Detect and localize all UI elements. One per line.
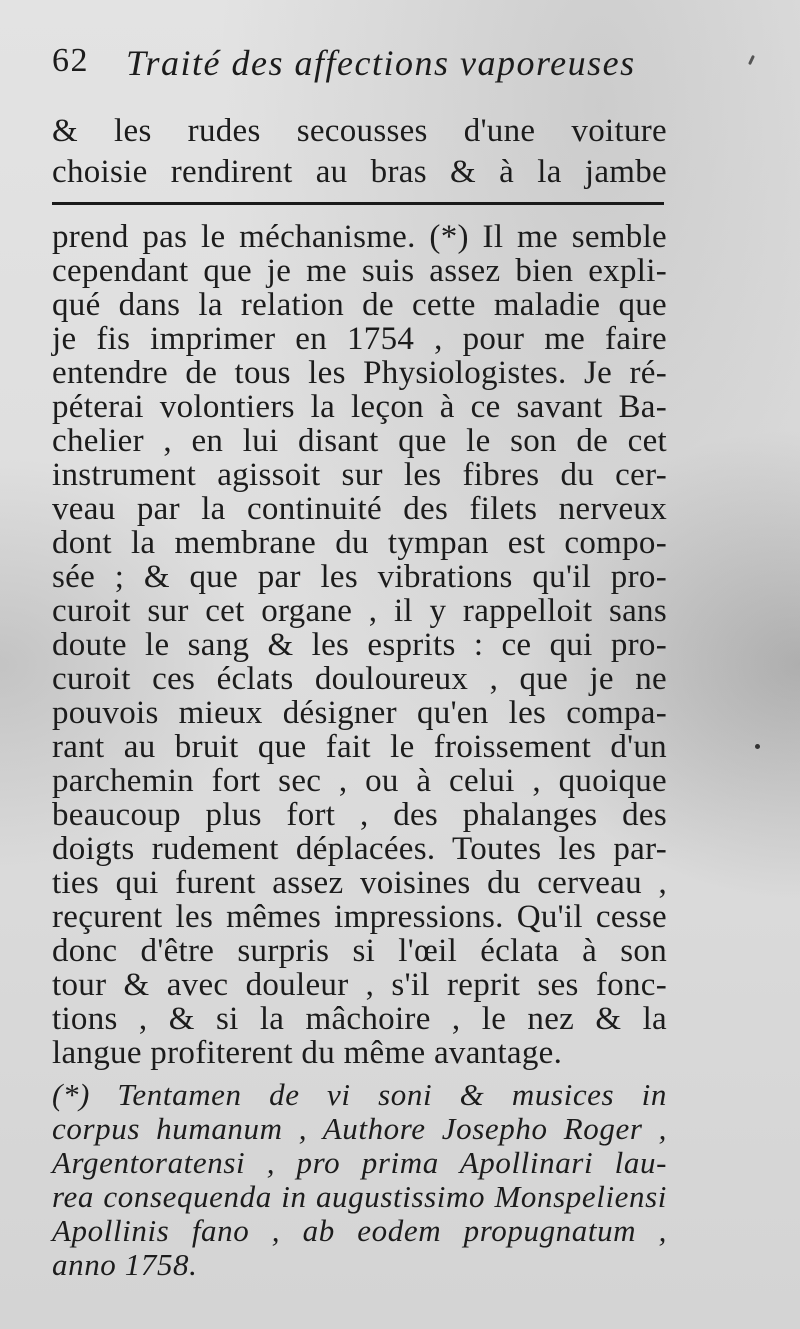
text-line: sée ; & que par les vibrations qu'il pro- [52, 559, 667, 595]
text-line: rant au bruit que fait le froissement d'un [52, 729, 667, 765]
text-line: chelier , en lui disant que le son de cet [52, 423, 667, 459]
text-line: tions , & si la mâchoire , le nez & la [52, 1001, 667, 1037]
text-line: doigts rudement déplacées. Toutes les par- [52, 831, 667, 867]
text-line: curoit ces éclats douloureux , que je ne [52, 661, 667, 697]
text-line: curoit sur cet organe , il y rappelloit sans [52, 593, 667, 629]
footnote-line: Apollinis fano , ab eodem propugnatum , [52, 1213, 667, 1248]
text-line: je fis imprimer en 1754 , pour me faire [52, 321, 667, 357]
footnote-line: corpus humanum , Authore Josepho Roger , [52, 1111, 667, 1146]
footnote-line: rea consequenda in augustissimo Monspeliensi [52, 1179, 667, 1214]
text-line: parchemin fort sec , ou à celui , quoique [52, 763, 667, 799]
text-line: qué dans la relation de cette maladie que [52, 287, 667, 323]
footnote-line: Argentoratensi , pro prima Apollinari lau- [52, 1145, 667, 1180]
text-line: dont la membrane du tympan est compo- [52, 525, 667, 561]
page-header [52, 38, 672, 98]
paper-speck [755, 744, 760, 749]
text-line: pouvois mieux désigner qu'en les compa- [52, 695, 667, 731]
text-line: donc d'être surpris si l'œil éclata à son [52, 933, 667, 969]
text-line: choisie rendirent au bras & à la jambe [52, 154, 667, 190]
running-title: Traité des affections vaporeuses [126, 43, 636, 83]
footnote-line: anno 1758. [52, 1247, 198, 1282]
text-line: cependant que je me suis assez bien expli- [52, 253, 667, 289]
text-line: & les rudes secousses d'une voiture [52, 113, 667, 149]
text-line: reçurent les mêmes impressions. Qu'il cesse [52, 899, 667, 935]
text-line: tour & avec douleur , s'il reprit ses fonc- [52, 967, 667, 1003]
text-line: péterai volontiers la leçon à ce savant Ba- [52, 389, 667, 425]
text-line: langue profiterent du même avantage. [52, 1035, 563, 1071]
text-line: beaucoup plus fort , des phalanges des [52, 797, 667, 833]
text-line: veau par la continuité des filets nerveux [52, 491, 667, 527]
text-line: prend pas le méchanisme. (*) Il me semble [52, 219, 667, 255]
text-line: doute le sang & les esprits : ce qui pro- [52, 627, 667, 663]
paper-speck [748, 55, 755, 65]
page-number: 62 [52, 42, 89, 79]
text-line: ties qui furent assez voisines du cerveau , [52, 865, 667, 901]
text-line: instrument agissoit sur les fibres du cer- [52, 457, 667, 493]
text-line: entendre de tous les Physiologistes. Je ré- [52, 355, 667, 391]
footnote-line: (*) Tentamen de vi soni & musices in [52, 1077, 667, 1112]
section-rule [52, 202, 664, 205]
